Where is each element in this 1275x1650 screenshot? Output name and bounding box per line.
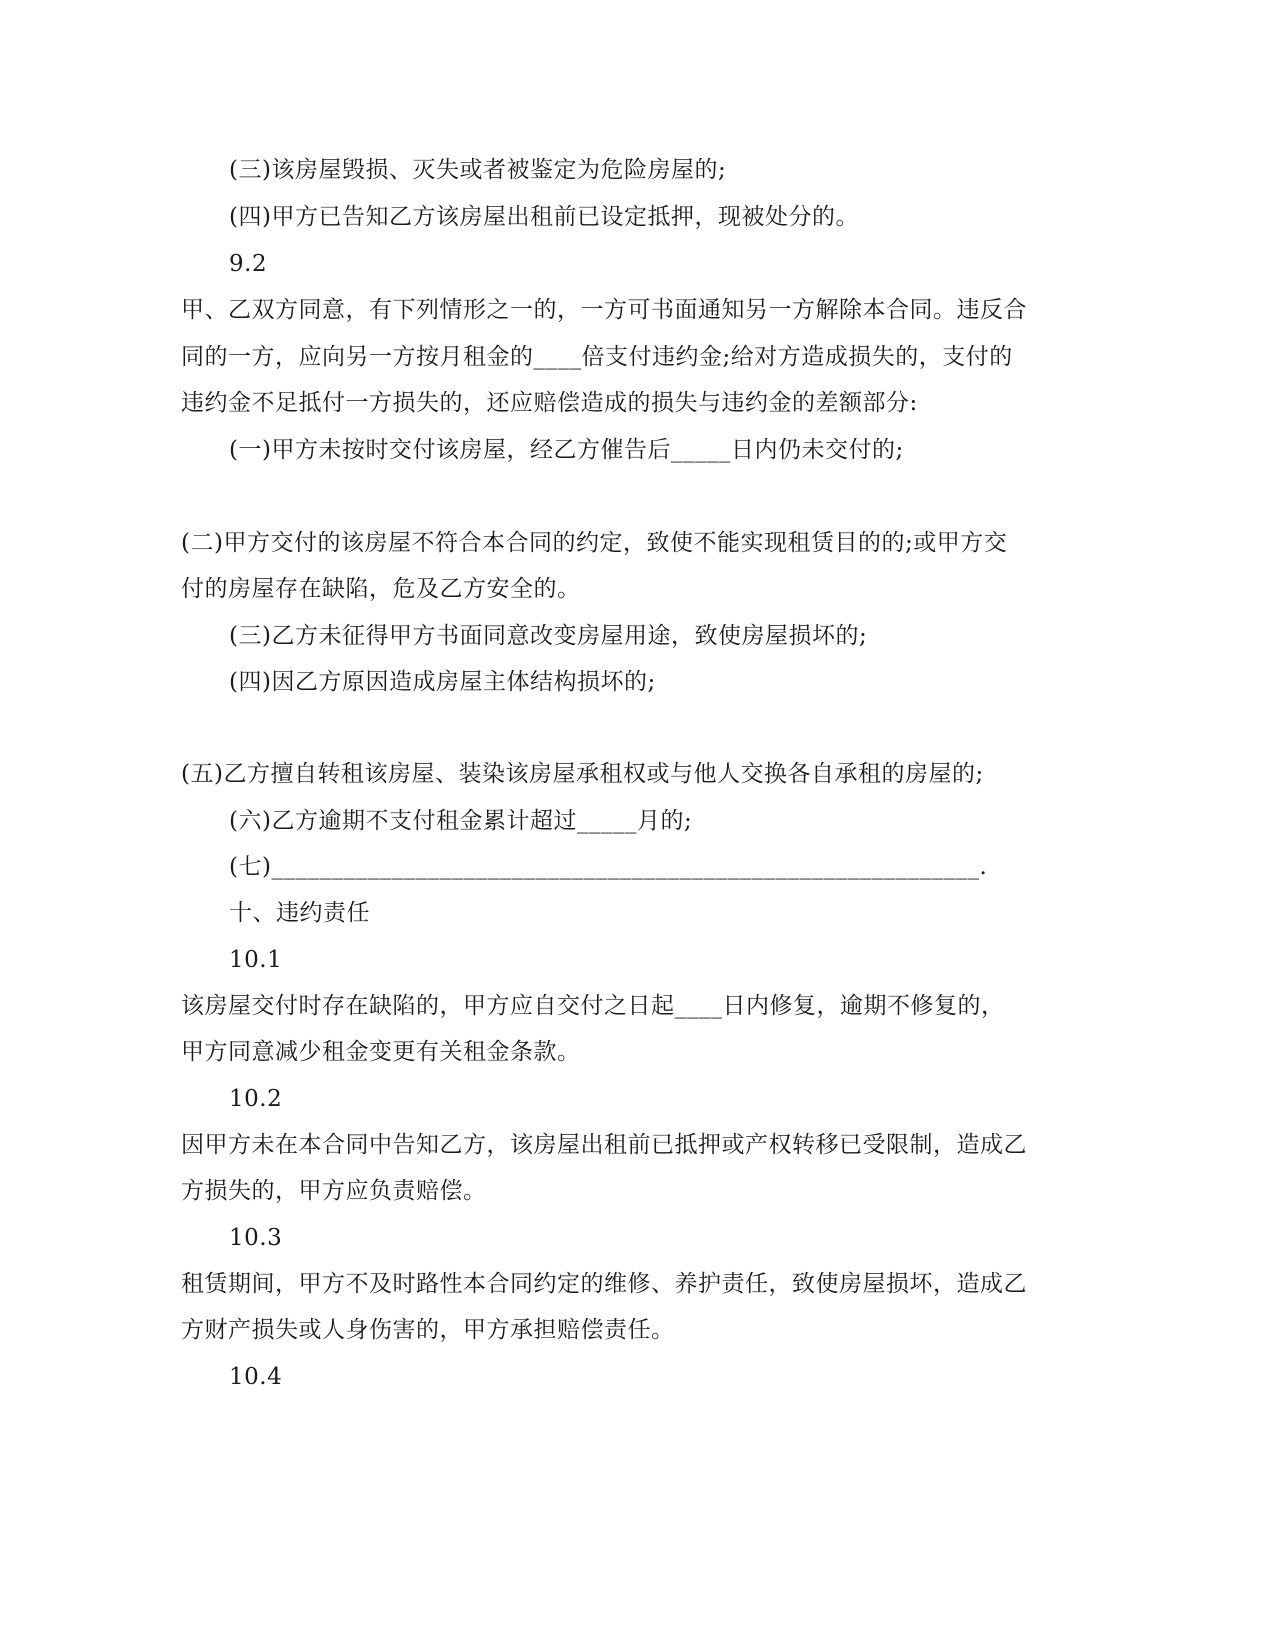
clause-9-2-item-5: (五)乙方擅自转租该房屋、装染该房屋承租权或与他人交换各自承租的房屋的; bbox=[181, 761, 984, 787]
clause-10-2-text-line-2: 方损失的，甲方应负责赔偿。 bbox=[181, 1178, 487, 1204]
clause-number-10-2: 10.2 bbox=[229, 1086, 283, 1112]
section-heading-10: 十、违约责任 bbox=[229, 900, 370, 926]
clause-10-3-text-line-1: 租赁期间，甲方不及时路性本合同约定的维修、养护责任，致使房屋损坏，造成乙 bbox=[181, 1271, 1027, 1297]
clause-9-2-item-3: (三)乙方未征得甲方书面同意改变房屋用途，致使房屋损坏的; bbox=[229, 623, 868, 649]
clause-number-9-2: 9.2 bbox=[229, 251, 268, 277]
clause-9-2-text-line-2: 同的一方，应向另一方按月租金的____倍支付违约金;给对方造成损失的，支付的 bbox=[181, 344, 1013, 370]
clause-9-2-item-6: (六)乙方逾期不支付租金累计超过_____月的; bbox=[229, 808, 693, 834]
clause-9-1-item-4: (四)甲方已告知乙方该房屋出租前已设定抵押，现被处分的。 bbox=[229, 204, 859, 230]
clause-9-2-item-7: (七)___________________________________________________________. bbox=[229, 854, 988, 880]
clause-9-2-text-line-3: 违约金不足抵付一方损失的，还应赔偿造成的损失与违约金的差额部分: bbox=[181, 390, 918, 416]
clause-10-1-text-line-2: 甲方同意减少租金变更有关租金条款。 bbox=[181, 1039, 581, 1065]
clause-number-10-1: 10.1 bbox=[229, 947, 283, 973]
clause-9-2-text-line-1: 甲、乙双方同意，有下列情形之一的，一方可书面通知另一方解除本合同。违反合 bbox=[181, 297, 1027, 323]
clause-9-2-item-2-line-1: (二)甲方交付的该房屋不符合本合同的约定，致使不能实现租赁目的的;或甲方交 bbox=[181, 530, 1008, 556]
clause-10-1-text-line-1: 该房屋交付时存在缺陷的，甲方应自交付之日起____日内修复，逾期不修复的， bbox=[181, 993, 1005, 1019]
clause-number-10-4: 10.4 bbox=[229, 1364, 283, 1390]
clause-number-10-3: 10.3 bbox=[229, 1225, 283, 1251]
clause-10-2-text-line-1: 因甲方未在本合同中告知乙方，该房屋出租前已抵押或产权转移已受限制，造成乙 bbox=[181, 1132, 1027, 1158]
clause-9-1-item-3: (三)该房屋毁损、灭失或者被鉴定为危险房屋的; bbox=[229, 157, 727, 183]
clause-9-2-item-1: (一)甲方未按时交付该房屋，经乙方催告后_____日内仍未交付的; bbox=[229, 437, 904, 463]
clause-10-3-text-line-2: 方财产损失或人身伤害的，甲方承担赔偿责任。 bbox=[181, 1317, 675, 1343]
clause-9-2-item-4: (四)因乙方原因造成房屋主体结构损坏的; bbox=[229, 669, 656, 695]
clause-9-2-item-2-line-2: 付的房屋存在缺陷，危及乙方安全的。 bbox=[181, 576, 581, 602]
